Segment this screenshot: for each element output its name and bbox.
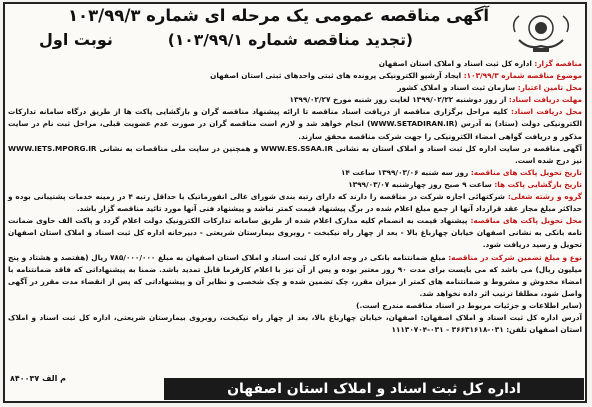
item-text: سازمان ثبت اسناد و املاک کشور [397, 83, 518, 93]
item-text: شرکتهائی اجازه شرکت در مناقصه را دارند که دارای رتبه بندی شورای عالی انفورماتیک با حداقل رتبه ۴ در زمینه خدمات پشتیبانی بوده و حداکثر مبلغ مجاز عقد قرارداد آنها از جمع مبلغ اعلام شده در برگ پیشنهاد قیمت کمتر نباشد و پیشنهاد فنی آنها مورد تائید مناقصه گزار باشد. [8, 192, 582, 214]
item-text: از روز دوشنبه ۱۳۹۹/۰۲/۲۲ لغایت روز شنبه مورخ ۱۳۹۹/۰۲/۲۷ [289, 95, 509, 105]
item-text: (سایر اطلاعات و جزئیات مربوط در اسناد مناقصه مندرج است.) [356, 300, 582, 310]
item-label: محل دریافت اسناد: [510, 107, 583, 117]
item-label: مناقصه گزار: [534, 59, 582, 68]
item-label: محل تحویل پاکت های مناقصه: [470, 216, 582, 226]
item-label: گروه و رشته شغلی: [507, 192, 583, 202]
item-text: اداره کل ثبت اسناد و املاک استان اصفهان [378, 59, 535, 68]
item-text: مبلغ ضمانتنامه بانکی در وجه اداره کل ثبت اسناد و املاک استان اصفهان به مبلغ ۷۸۵/۰۰۰/۰۰۰ ریال (هفتصد و هشتاد و پنج میلیون ریال) می باشد که می بایست برای مدت ۹۰ روز معتبر بوده و پس از آن نیز با اعلام کارفرما قابل تمدید باشد. ضمنا به پیشنهاداتی که فاقد ضمانتنامه با امضاء مخدوش و مشروط و ضمانتنامه های کمتر از میزان مقرر، چک تضمین شده و چک شخصی و نظایر آن و پیشنهاداتی که پس از انقضاء مدت مقرر در آگهی واصل شود، مطلقا ترتیب اثر داده نخواهد شد. [8, 252, 582, 298]
notice-item [8, 312, 582, 336]
notice-item [8, 106, 582, 142]
publication-round: نوبت اول [39, 30, 113, 49]
notice-item [8, 300, 582, 312]
notice-body [8, 58, 582, 336]
notice-item [8, 82, 582, 94]
notice-item [8, 215, 582, 251]
item-label: موضوع مناقصه شماره ۱۰۳/۹۹/۳: [463, 71, 582, 81]
notice-item [8, 94, 582, 106]
item-text: پیشنهاد قیمت به انضمام کلیه مدارک اعلام شده از طریق سامانه تدارکات الکترونیک دولت اعلام گردد و پاکت الف حاوی ضمانت نامه بانکی به نشانی اصفهان خیابان چهارباغ بالا - بعد از چهار راه نیکبخت - روبروی بیمارستان شریعتی - دبیرخانه اداره کل ثبت اسناد و املاک استان اصفهان تحویل و رسید دریافت شود. [8, 216, 582, 250]
notice-subtitle: (تجدید مناقصه شماره ۱۰۳/۹۹/۱) [167, 31, 413, 49]
notice-item [8, 143, 582, 167]
item-text: ایجاد آرشیو الکترونیکی پرونده های ثبتی واحدهای ثبتی استان اصفهان [210, 71, 464, 81]
item-label: مهلت دریافت اسناد: [508, 95, 582, 105]
registry-emblem-icon [507, 10, 575, 54]
item-label: تاریخ بازگشایی پاکت ها: [494, 179, 582, 189]
item-text: آگهی مناقصه در سایت اداره کل ثبت اسناد و املاک استان به نشانی WWW.ES.SSAA.IR و همچنین در سایت ملی مناقصات به نشانی WWW.IETS.MPORG.IR نیز درج شده است. [8, 143, 582, 165]
notice-item [8, 167, 582, 179]
item-label: تاریخ تحویل پاکت های مناقصه: [470, 167, 582, 177]
item-text: آدرس اداره کل ثبت اسناد و املاک اصفهان: اصفهان، خیابان چهارباغ بالا، بعد از چهار راه نیکبخت، روبروی بیمارستان شریعتی، اداره کل ثبت اسناد و املاک استان اصفهان تلفن: ۰۳۱-۳۶۶۳۱۶۱۸ - ۰۳۱-۱۱۱۳۰۷۰۴ [8, 312, 582, 335]
item-label: نوع و مبلغ تضمین شرکت در مناقصه: [448, 252, 582, 262]
notice-item [8, 252, 582, 300]
notice-item [8, 179, 582, 191]
item-text: کلیه مراحل برگزاری مناقصه از دریافت اسناد مناقصه تا ارائه پیشنهاد مناقصه گران و بازگشایی پاکت ها از طریق درگاه سامانه تدارکات الکترونیکی دولت (ستاد) به آدرس (WWW.SETADIRAN.IR) انجام خواهد شد و لازم است مناقصه گران در صورت عدم عضویت قبلی، مراحل ثبت نام در سایت مذکور و دریافت گواهی امضاء الکترونیکی را جهت شرکت مناقصه محقق سازند. [8, 107, 583, 141]
notice-item [8, 70, 582, 82]
item-label: محل تامین اعتبار: [517, 83, 582, 93]
footer-banner: اداره کل ثبت اسناد و املاک استان اصفهان [164, 378, 584, 400]
notice-item [8, 58, 582, 70]
item-text: ساعت ۹ صبح روز چهارشنبه ۱۳۹۹/۰۳/۰۷ [348, 179, 495, 189]
item-text: روز سه شنبه ۱۳۹۹/۰۳/۰۶ ساعت ۱۴ [340, 167, 471, 177]
notice-title: آگهی مناقصه عمومی یک مرحله ای شماره ۱۰۳/۹۹/۳ [67, 6, 489, 25]
publication-code: م الف ۸۴۰۰۳۷ [10, 374, 67, 383]
notice-item [8, 191, 582, 215]
notice-header [5, 4, 585, 56]
